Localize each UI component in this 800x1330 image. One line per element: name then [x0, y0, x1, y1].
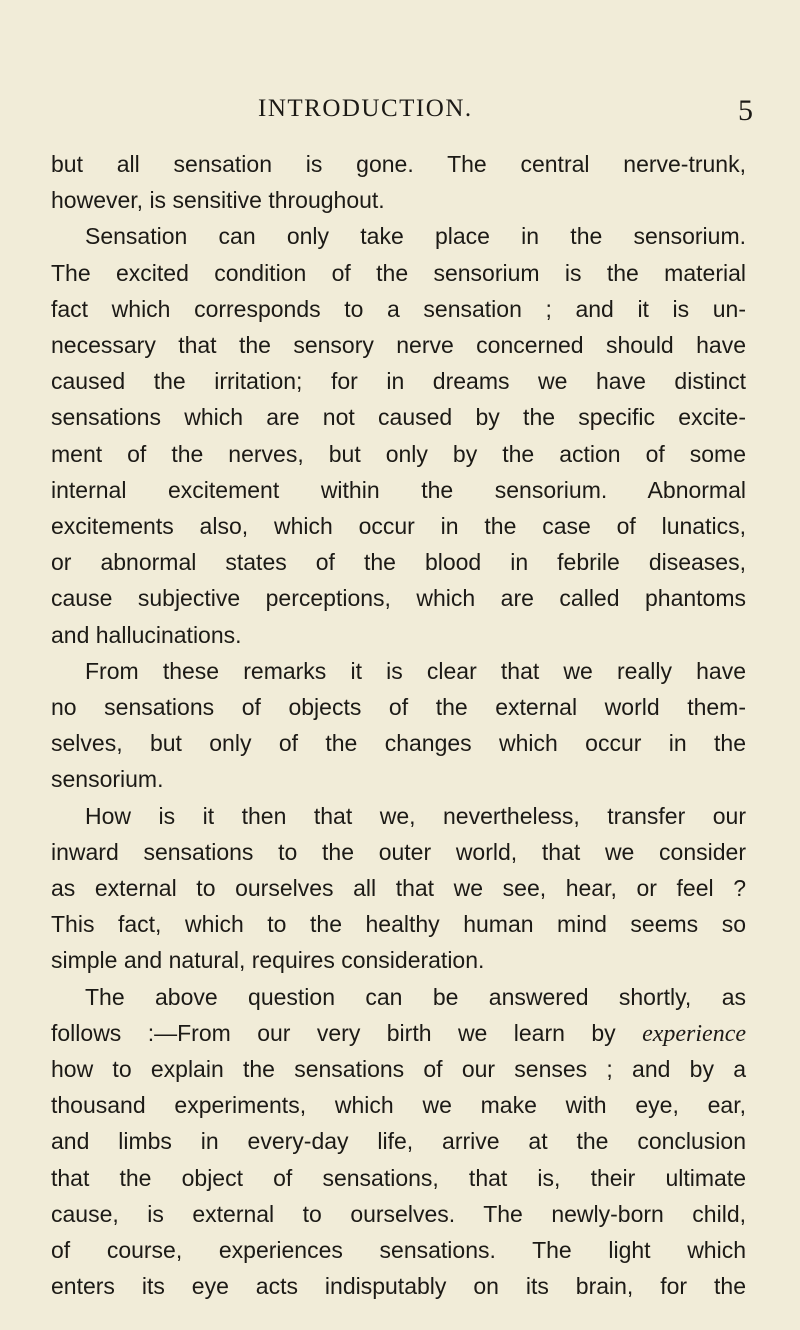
text-line: [85, 218, 746, 254]
text-line: [51, 689, 746, 725]
text-line-content: sensations which are not caused by the specific excite-: [51, 404, 746, 430]
text-line-content: and hallucinations.: [51, 622, 242, 648]
text-line: [51, 942, 746, 978]
text-line-content: that the object of sensations, that is, their ultimate: [51, 1165, 746, 1191]
text-line-content: sensorium.: [51, 766, 164, 792]
text-line: [51, 870, 746, 906]
text-line: [85, 653, 746, 689]
text-line-content: fact which corresponds to a sensation ; and it is un-: [51, 296, 746, 322]
text-line: [85, 979, 746, 1015]
text-line: [51, 146, 746, 182]
text-line-content: inward sensations to the outer world, that we consider: [51, 839, 746, 865]
text-line-content: cause subjective perceptions, which are called phantoms: [51, 585, 746, 611]
text-line: [51, 182, 746, 218]
text-line-content: simple and natural, requires consideration.: [51, 947, 485, 973]
running-head: [0, 92, 800, 132]
text-line-content: Sensation can only take place in the sensorium.: [85, 223, 746, 249]
text-line: [51, 725, 746, 761]
text-line-content: caused the irritation; for in dreams we have distinct: [51, 368, 746, 394]
text-line-content: no sensations of objects of the external world them-: [51, 694, 746, 720]
text-line-content: necessary that the sensory nerve concerned should have: [51, 332, 746, 358]
text-line: [51, 1232, 746, 1268]
text-line-content: How is it then that we, nevertheless, transfer our: [85, 803, 746, 829]
text-line-content: From these remarks it is clear that we really have: [85, 658, 746, 684]
text-line: [51, 472, 746, 508]
text-line: [51, 1268, 746, 1304]
text-line: [51, 363, 746, 399]
text-line: [51, 761, 746, 797]
text-line-content: of course, experiences sensations. The light which: [51, 1237, 746, 1263]
text-line-content: and limbs in every-day life, arrive at the conclusion: [51, 1128, 746, 1154]
text-line: [51, 291, 746, 327]
text-line-content: cause, is external to ourselves. The newly-born child,: [51, 1201, 746, 1227]
text-line: [51, 508, 746, 544]
text-line-content: but all sensation is gone. The central nerve-trunk,: [51, 151, 746, 177]
text-line: [51, 327, 746, 363]
text-line-content: internal excitement within the sensorium. Abnormal: [51, 477, 746, 503]
text-line-content: as external to ourselves all that we see, hear, or feel ?: [51, 875, 746, 901]
text-line: [51, 1051, 746, 1087]
page-number: 5: [738, 94, 753, 127]
text-line: [51, 617, 746, 653]
text-line: [51, 399, 746, 435]
text-line: [51, 1123, 746, 1159]
text-line: [51, 1087, 746, 1123]
text-line-content: selves, but only of the changes which occur in the: [51, 730, 746, 756]
text-line-content: or abnormal states of the blood in febrile diseases,: [51, 549, 746, 575]
text-line: [51, 1015, 746, 1051]
text-line: [51, 834, 746, 870]
text-line: [51, 906, 746, 942]
text-line: [51, 1196, 746, 1232]
text-line-content: how to explain the sensations of our senses ; and by a: [51, 1056, 746, 1082]
emphasized-word: experience: [642, 1021, 747, 1047]
text-line-content: thousand experiments, which we make with eye, ear,: [51, 1092, 746, 1118]
text-line-content: excitements also, which occur in the case of lunatics,: [51, 513, 746, 539]
text-line: [51, 255, 746, 291]
text-line: [85, 798, 746, 834]
running-title: INTRODUCTION.: [258, 95, 473, 122]
text-line: [51, 1160, 746, 1196]
text-line-content: follows :—From our very birth we learn by: [51, 1020, 616, 1046]
text-line: [51, 436, 746, 472]
text-line-content: The excited condition of the sensorium is the material: [51, 260, 746, 286]
text-line-content: enters its eye acts indisputably on its brain, for the: [51, 1273, 746, 1299]
text-line: [51, 544, 746, 580]
text-line-content: The above question can be answered shortly, as: [85, 984, 746, 1010]
text-line-content: however, is sensitive throughout.: [51, 187, 385, 213]
text-line-content: ment of the nerves, but only by the action of some: [51, 441, 746, 467]
text-line: [51, 580, 746, 616]
text-line-content: This fact, which to the healthy human mind seems so: [51, 911, 746, 937]
